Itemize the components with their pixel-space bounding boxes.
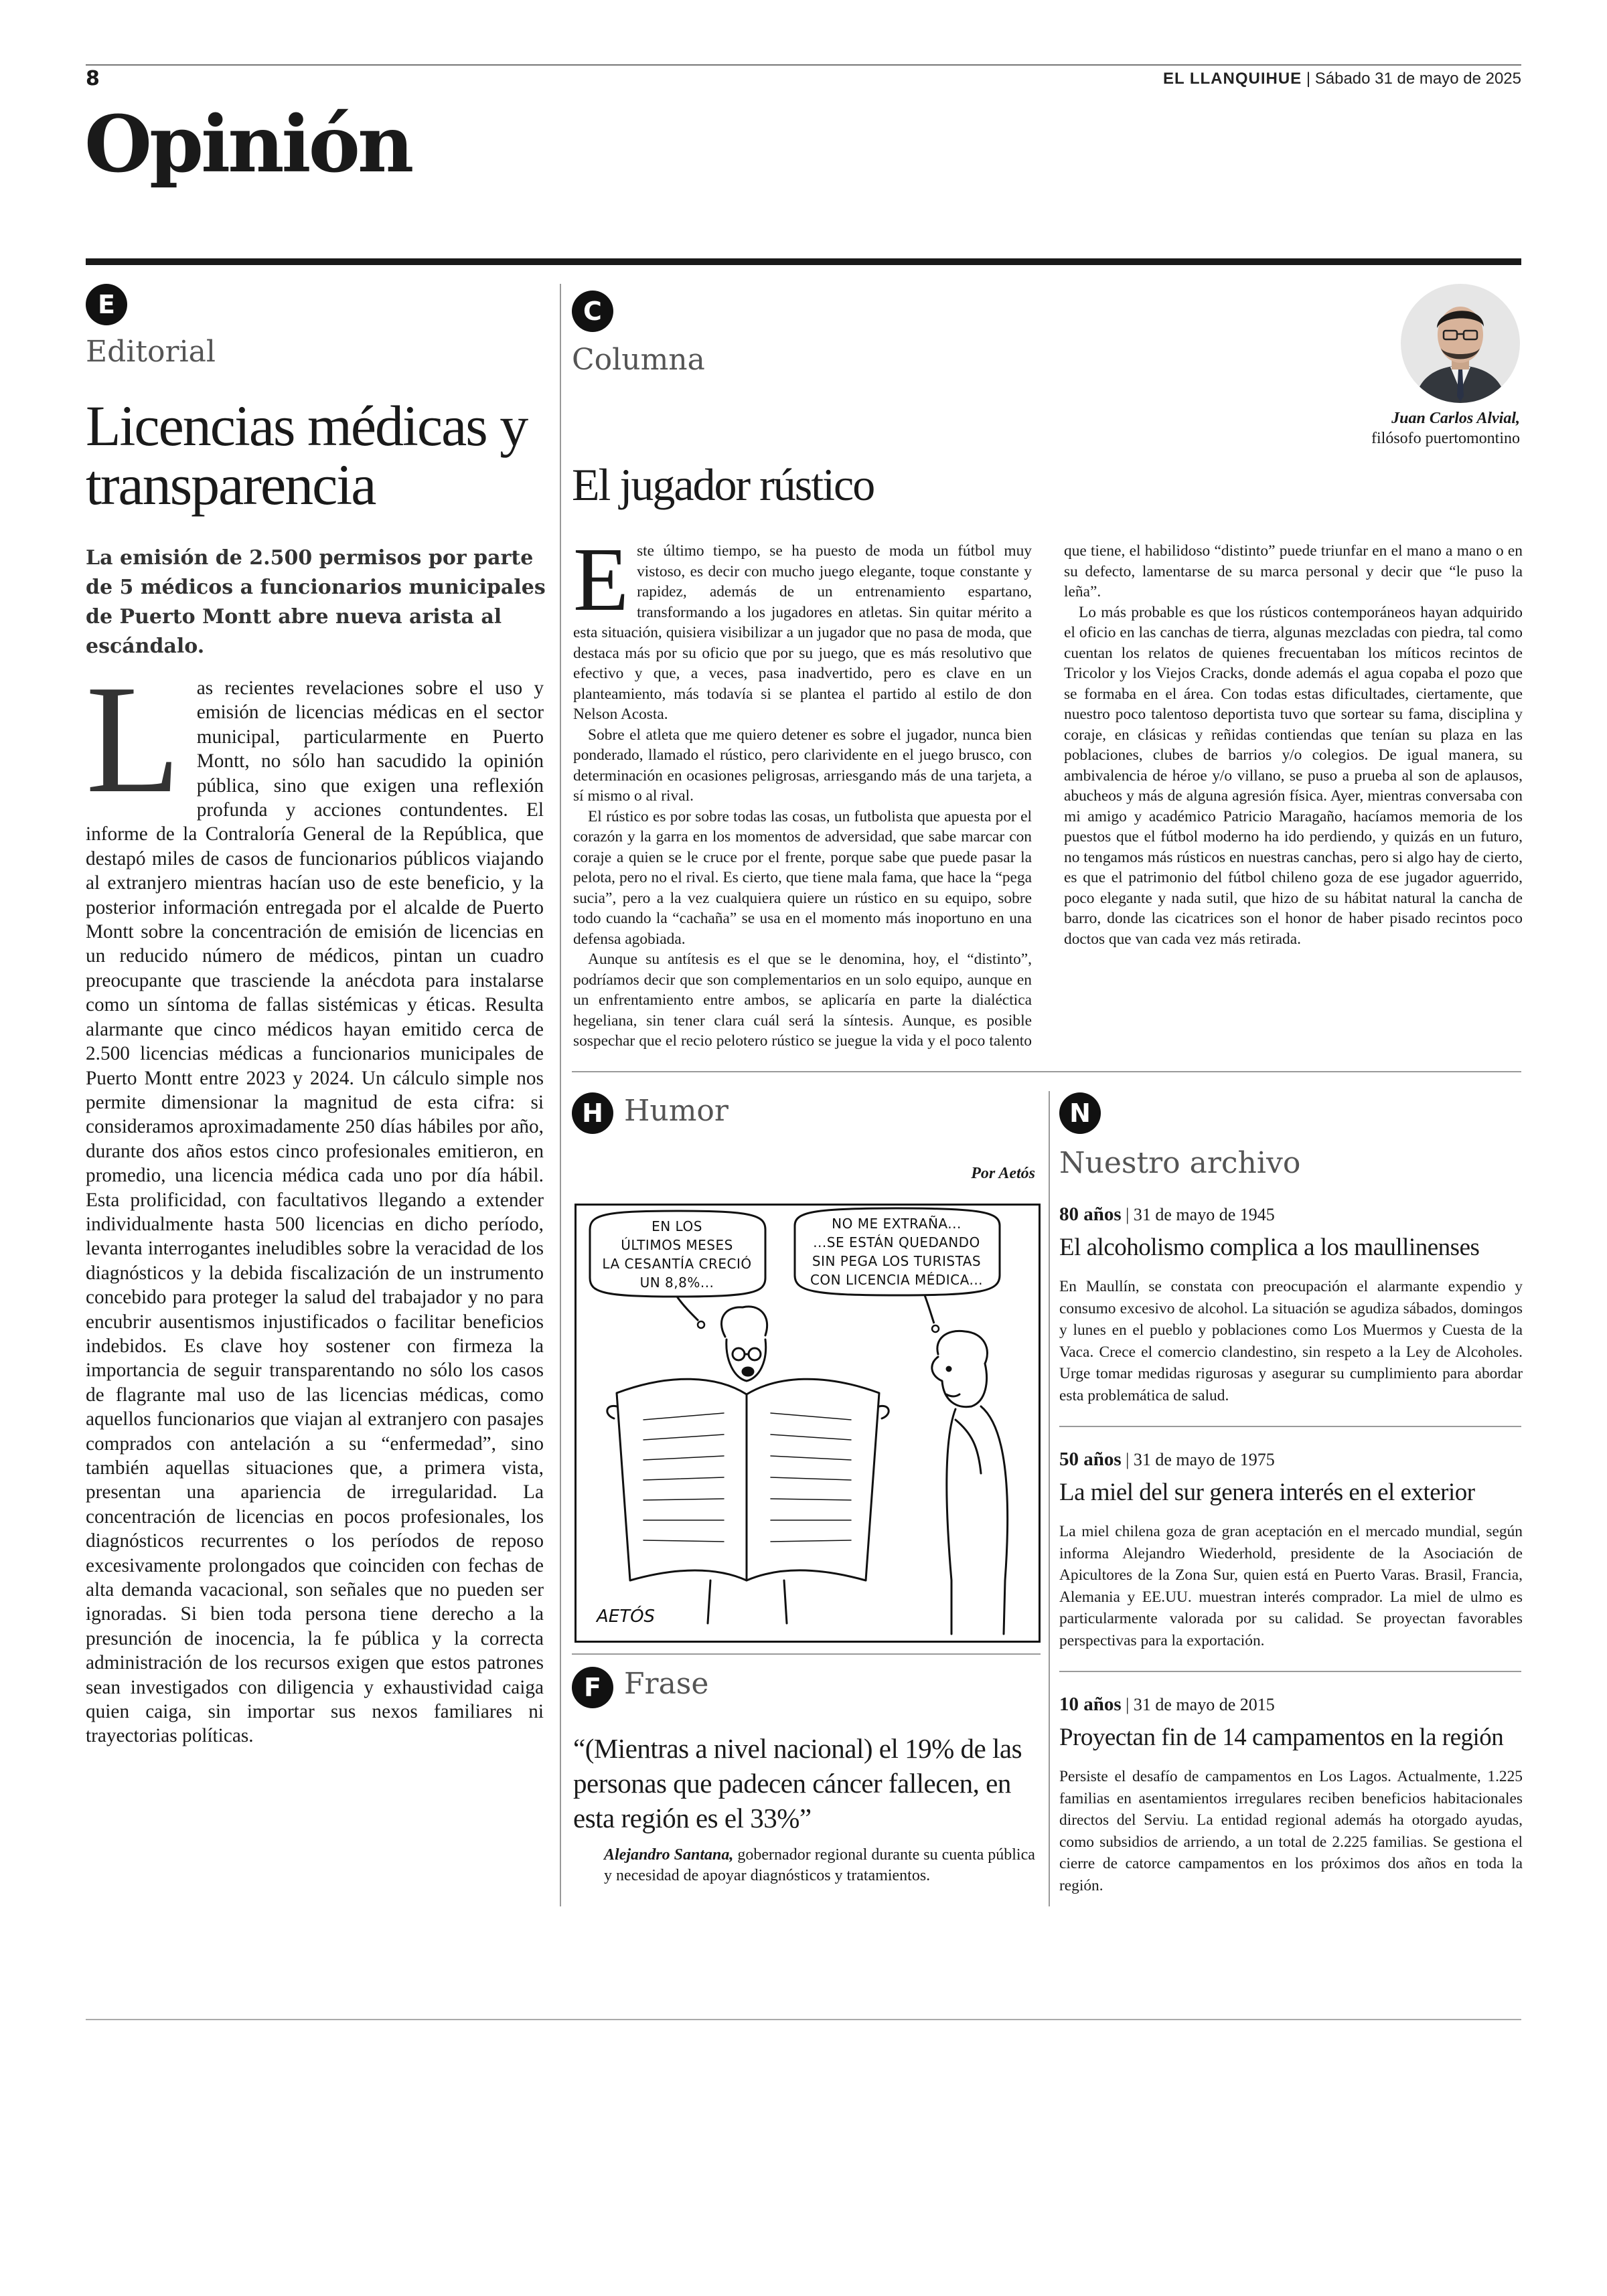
editorial-headline: Licencias médicas y transparencia bbox=[86, 394, 528, 517]
archivo-item-years: 50 años | 31 de mayo de 1975 bbox=[1059, 1449, 1275, 1470]
archivo-item-title: El alcoholismo complica a los maullinenses bbox=[1059, 1234, 1480, 1261]
editorial-body bbox=[86, 653, 544, 1748]
humor-cartoon bbox=[575, 1204, 1041, 1643]
archivo-divider bbox=[1059, 1426, 1521, 1427]
quote-author-description: gobernador regional durante su cuenta pública y necesidad de apoyar diagnósticos y tratamientos. bbox=[604, 1846, 1035, 1884]
archivo-item-years: 10 años | 31 de mayo de 2015 bbox=[1059, 1694, 1275, 1715]
newspaper-name: EL LLANQUIHUE bbox=[1162, 70, 1302, 88]
column-paragraph: Aunque su antítesis es el que se le denomina, hoy, el “distinto”, podríamos decir que son complementarios en un solo equipo, aunque en un enfrentamiento entre ambos, se aplicaría en parte la dialéctica hegeliana, sin tener clara cuál será la síntesis. Aunque, es posible sospechar que el recio pelotero rústico se juegue la vida y el poco talento que tiene, el habilidoso “distinto” puede triunfar en el mano a mano o en su defecto, lamentarse de su marca personal y decir que “le puso la leña”. bbox=[573, 542, 1523, 1050]
cartoon-signature: AETÓS bbox=[597, 1607, 656, 1627]
author-role: filósofo puertomontino bbox=[1371, 430, 1520, 447]
column-divider-2 bbox=[1049, 1091, 1050, 1906]
cartoon-bubble-right-line: NO ME EXTRAÑA... bbox=[832, 1216, 962, 1232]
quote-text: “(Mientras a nivel nacional) el 19% de las personas que padecen cáncer fallecen, en esta región es el 33%” bbox=[573, 1733, 1022, 1833]
column-headline: El jugador rústico bbox=[572, 459, 874, 510]
editorial-kicker: Editorial bbox=[86, 335, 216, 369]
archivo-item-date: 31 de mayo de 1945 bbox=[1133, 1205, 1275, 1224]
column-body bbox=[573, 529, 1523, 1056]
frase-badge: F bbox=[572, 1667, 613, 1708]
issue-date: Sábado 31 de mayo de 2025 bbox=[1314, 70, 1521, 88]
column-paragraph: Sobre el atleta que me quiero detener es sobre el jugador, nunca bien ponderado, llamado el rústico, pero clarividente en el juego brusco, con determinación en ocasiones peligrosas, arriesgando más de una tarjeta, a sí mismo o al rival. bbox=[573, 726, 1032, 805]
column-bottom-rule bbox=[572, 1071, 1521, 1072]
archivo-item-date: 31 de mayo de 1975 bbox=[1133, 1450, 1275, 1469]
frase-kicker: Frase bbox=[624, 1667, 709, 1701]
column-paragraph: El rústico es por sobre todas las cosas, un futbolista que apuesta por el corazón y la garra en los momentos de adversidad, que sabe marcar con coraje a quien se le cruce por el frente, porque sabe que puede pasar la pelota, pero no el rival. Es cierto, que tiene mala fama, que hace la “pega sucia”, pero a la vez cualquiera quiere un rústico en su equipo, sobre todo cuando la “cachaña” se usa en el momento más inoportuno en una defensa agobiada. bbox=[573, 807, 1032, 948]
quote-author: Alejandro Santana, bbox=[604, 1846, 734, 1864]
archivo-item-body: La miel chilena goza de gran aceptación en el mercado mundial, según informa Alejandro Wiederhold, presidente de la Asociación de Apicultores de la Zona Sur, quien está en Puerto Varas. Brasil, Francia, Alemania y EE.UU. muestran interés comprador. La miel de ulmo es particularmente valorada por su calidad. Se proyectan favorables perspectivas para la exportación. bbox=[1059, 1523, 1523, 1649]
archivo-item-date: 31 de mayo de 2015 bbox=[1133, 1695, 1275, 1714]
humor-badge: H bbox=[572, 1092, 613, 1134]
column-kicker: Columna bbox=[572, 343, 705, 377]
column-dropcap: E bbox=[573, 529, 629, 630]
editorial-dropcap: L bbox=[86, 653, 181, 825]
cartoon-bubble-left-line: UN 8,8%... bbox=[639, 1275, 714, 1291]
archivo-item-title: La miel del sur genera interés en el exterior bbox=[1059, 1479, 1475, 1506]
section-title: Opinión bbox=[84, 99, 412, 190]
cartoon-bubble-right-line: ...SE ESTÁN QUEDANDO bbox=[813, 1234, 980, 1250]
quote-attribution bbox=[604, 1845, 1046, 1886]
archivo-badge: N bbox=[1059, 1092, 1101, 1134]
archivo-item-title: Proyectan fin de 14 campamentos en la región bbox=[1059, 1724, 1504, 1751]
section-rule bbox=[86, 258, 1521, 265]
editorial-lead: La emisión de 2.500 permisos por parte de 5 médicos a funcionarios municipales de Puerto Montt abre nueva arista al escándalo. bbox=[86, 546, 546, 658]
cartoon-bubble-right-line: SIN PEGA LOS TURISTAS bbox=[812, 1253, 982, 1269]
column-paragraph: Lo más probable es que los rústicos contemporáneos hayan adquirido el oficio en las canchas de tierra, algunas mezcladas con piedra, tal como cuentan los relatos de quienes frecuentaban los míticos recintos de Tricolor y los Viejos Cracks, donde además el agua copaba el pozo que se formaba en el área. Con todas estas dificultades, ciertamente, que nuestro poco talentoso deportista tuvo que sortear su fama, disciplina y coraje, en clásicas y reñidas contiendas que tenían su plaza en las poblaciones, clubes de barrios y/o colegios. De igual manera, su ambivalencia de héroe y/o villano, se puso a prueba al son de aplausos, abucheos y más de alguna agresión física. Ayer, mientras conversaba con mi amigo y académico Patricio Maragaño, hacíamos memoria de los puestos que el fútbol moderno ha ido perdiendo, y quizás en un futuro, no tengamos más rústicos en nuestras canchas, pero si algo hay de cierto, es que el patrimonio del fútbol chileno goza de ese jugador aguerrido, poco elegante y nada sutil, que hizo de su hábitat natural la cancha de barro, donde las cicatrices son el honor de haber pisado recintos poco doctos que van cada vez más retirada. bbox=[1064, 603, 1523, 948]
archivo-kicker: Nuestro archivo bbox=[1059, 1146, 1301, 1180]
humor-byline: Por Aetós bbox=[971, 1165, 1035, 1182]
editorial-text: as recientes revelaciones sobre el uso y emisión de licencias médicas en el sector municipal, particularmente en Puerto Montt, no sólo han sacudido la opinión pública, sino que exigen una reflexión profunda y acciones contundentes. El informe de la Contraloría General de la República, que destapó miles de casos de funcionarios públicos viajando al extranjero mientras hacían uso de este beneficio, y la posterior información entregada por el alcalde de Puerto Montt sobre la concentración de emisión de licencias en un reducido número de médicos, pintan un cuadro preocupante que trasciende la anécdota para instalarse como un síntoma de fallas sistémicas y éticas. Resulta alarmante que cinco médicos hayan emitido cerca de 2.500 licencias médicas a funcionarios municipales de Puerto Montt entre 2023 y 2024. Un cálculo simple nos permite dimensionar la magnitud de esta cifra: si consideramos aproximadamente 250 días hábiles por año, durante dos años estos cinco profesionales emitieron, en promedio, una licencia médica cada uno por día hábil. Esta prolificidad, con facultativos llegando a extender individualmente hasta 500 licencias en dicho período, levanta interrogantes ineludibles sobre la veracidad de los diagnósticos y la debida fiscalización de un instrumento concebido para proteger la salud del trabajador y no para encubrir ausentismos injustificados o facilitar beneficios indebidos. Es clave hoy sostener con firmeza la importancia de seguir transparentando no sólo los casos de flagrante mal uso de las licencias médicas, como aquellos funcionarios que viajan al extranjero con pasajes comprados con antelación a su “enfermedad”, sino también aquellas situaciones que, a primera vista, presentan una apariencia de irregularidad. La concentración de licencias en pocos profesionales, los diagnósticos recurrentes o los períodos de reposo excesivamente prolongados que coinciden con fechas de alta demanda vacacional, son señales que no pueden ser ignoradas. Si bien toda persona tiene derecho a la presunción de inocencia, la fe pública y la correcta administración de los recursos exigen que estos patrones sean investigados con diligencia y exhaustividad caiga quien caiga, sin importar sus nexos familiares ni trayectorias políticas. bbox=[86, 677, 544, 1747]
page-number: 8 bbox=[86, 67, 100, 90]
archivo-item-years: 80 años | 31 de mayo de 1945 bbox=[1059, 1204, 1275, 1225]
humor-kicker: Humor bbox=[624, 1094, 729, 1128]
cartoon-bubble-left-line: LA CESANTÍA CRECIÓ bbox=[602, 1256, 752, 1272]
author-photo bbox=[1401, 284, 1520, 403]
editorial-badge: E bbox=[86, 284, 127, 325]
column-divider-1 bbox=[560, 284, 561, 1906]
cartoon-bubble-left-line: ÚLTIMOS MESES bbox=[621, 1237, 733, 1253]
column-paragraph: Este último tiempo, se ha puesto de moda un fútbol muy vistoso, es decir con mucho juego elegante, toque constante y rapidez, además de un entrenamiento espartano, transformando a los jugadores en atletas. Sin quitar mérito a esta situación, quisiera visibilizar a un jugador que no pasa de moda, que destaca más por su oficio que por su juego, que es más resolutivo que efectivo y que, a veces, pasa inadvertido, pero es clave en un planteamiento, más todavía si se plantea el partido al estilo de don Nelson Acosta. bbox=[573, 529, 1032, 723]
cartoon-bubble-right-line: CON LICENCIA MÉDICA... bbox=[810, 1272, 984, 1288]
column-badge: C bbox=[572, 291, 613, 332]
bottom-rule bbox=[86, 2019, 1521, 2020]
humor-bottom-rule bbox=[572, 1653, 1041, 1655]
archivo-item-body: Persiste el desafío de campamentos en Los Lagos. Actualmente, 1.225 familias en asentamientos irregulares reciben beneficios habitacionales directos del Serviu. La entidad regional además ha otorgado ayudas, como subsidios de arriendo, a un total de 2.225 familias. Se gestiona el cierre de catorce campamentos en los próximos dos años en toda la región. bbox=[1059, 1768, 1523, 1894]
cartoon-bubble-left-line: EN LOS bbox=[652, 1218, 702, 1234]
archivo-item-body: En Maullín, se constata con preocupación el alarmante expendio y consumo excesivo de alcohol. La situación se agudiza sábados, domingos y lunes en el pueblo y poblaciones como Los Muermos y Cuesta de la Vaca. Crece el comercio clandestino, sin respeto a la Ley de Alcoholes. Urge tomar medidas rigurosas y asegurar su cumplimiento para abordar esta problemática de salud. bbox=[1059, 1278, 1523, 1404]
masthead: EL LLANQUIHUE | Sábado 31 de mayo de 2025 bbox=[1162, 70, 1521, 88]
top-rule bbox=[86, 64, 1521, 66]
archivo-divider bbox=[1059, 1671, 1521, 1672]
author-name: Juan Carlos Alvial, bbox=[1391, 410, 1520, 427]
